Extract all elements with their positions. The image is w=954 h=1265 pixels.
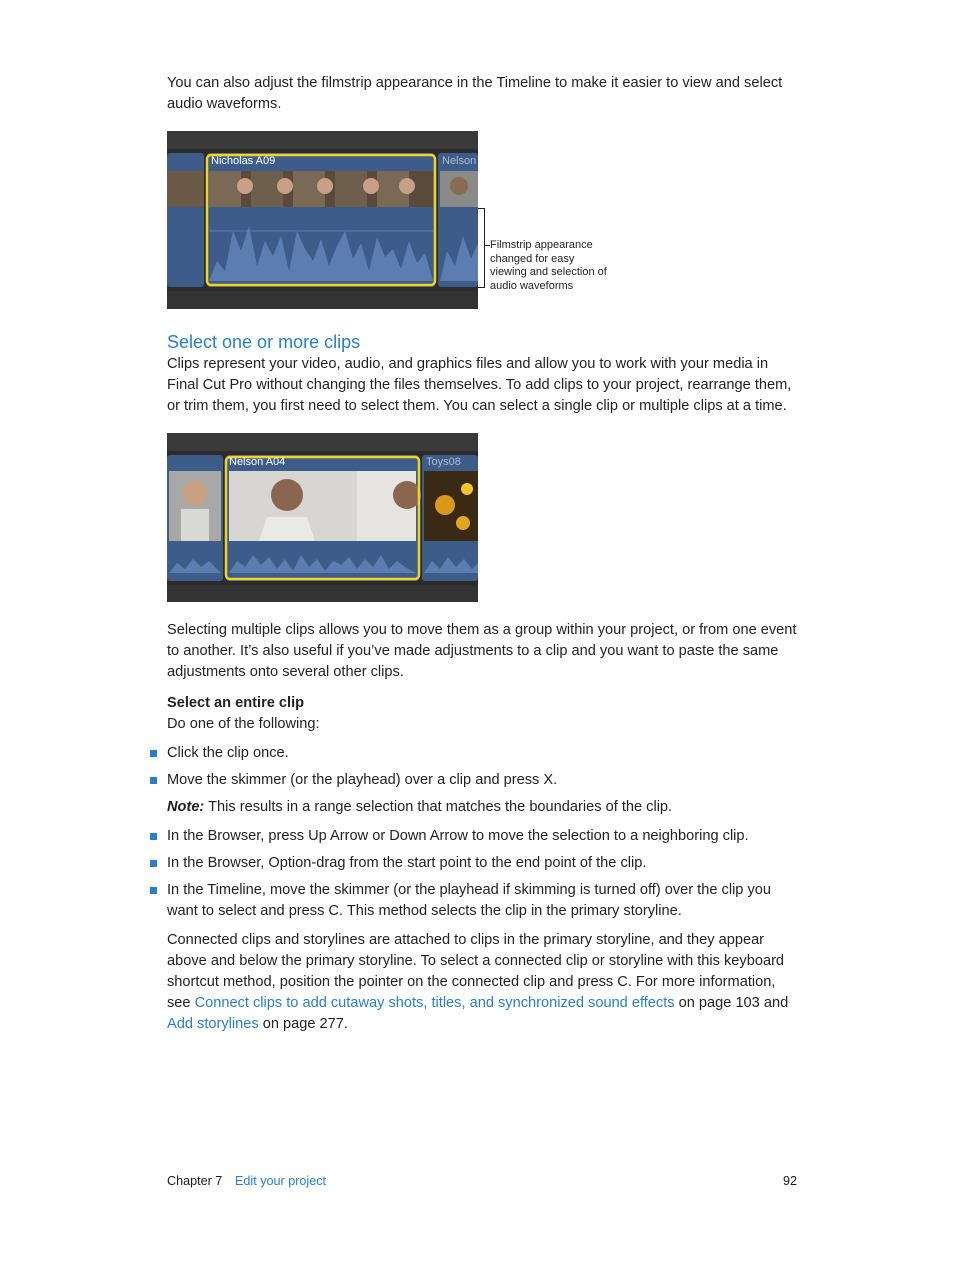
- bullet-item: In the Browser, press Up Arrow or Down Arrow to move the selection to a neighboring clip.: [167, 828, 749, 844]
- footer-chapter: Chapter 7: [167, 1174, 223, 1188]
- timeline-figure-selected-clip: [167, 433, 478, 602]
- bullet-marker: [150, 777, 157, 784]
- bullet-item: In the Timeline, move the skimmer (or the playhead if skimming is turned off) over the clip you want to select and press C. This method selects the clip in the primary storyline.: [167, 882, 772, 919]
- section-paragraph: Clips represent your video, audio, and graphics files and allow you to work with your media in Final Cut Pro without changing the files themselves. To add clips to your project, rearrange them, or trim them, you first need to select them. You can select a single clip or multiple clips at a time.: [167, 356, 792, 414]
- note-label: Note:: [167, 799, 205, 815]
- bullet-marker: [150, 860, 157, 867]
- intro-paragraph: You can also adjust the filmstrip appearance in the Timeline to make it easier to view and select audio waveforms.: [167, 75, 783, 112]
- next-clip-label: Nelson: [442, 155, 477, 167]
- add-storylines-link[interactable]: Add storylines: [167, 1016, 259, 1032]
- callout-bracket: [478, 208, 485, 288]
- connected-text-before: Connected clips and storylines are attached to clips in the primary storyline, and they appear above and below the primary storyline. To select a connected clip or storyline with this keyboard shortcut method, position the pointer on the connected clip and press C. For more information, see: [167, 932, 785, 1011]
- connected-text-middle: on page 103 and: [674, 995, 789, 1011]
- bullet-marker: [150, 833, 157, 840]
- bullet-marker: [150, 750, 157, 757]
- connected-text-after: on page 277.: [258, 1016, 348, 1032]
- task-heading: Select an entire clip: [167, 695, 305, 711]
- bullet-item: Move the skimmer (or the playhead) over a clip and press X.: [167, 772, 558, 788]
- bullet-marker: [150, 887, 157, 894]
- filmstrip-callout: Filmstrip appearance changed for easy viewing and selection of audio waveforms: [490, 239, 607, 292]
- note-text: This results in a range selection that matches the boundaries of the clip.: [208, 799, 673, 815]
- page-number: 92: [783, 1174, 798, 1188]
- bullet-item: Click the clip once.: [167, 745, 289, 761]
- footer-chapter-link[interactable]: Edit your project: [235, 1174, 326, 1188]
- note: [167, 797, 799, 818]
- selected-clip-label: Nicholas A09: [211, 155, 276, 167]
- bullet-item: In the Browser, Option-drag from the start point to the end point of the clip.: [167, 855, 647, 871]
- connect-clips-link[interactable]: Connect clips to add cutaway shots, titles, and synchronized sound effects: [194, 995, 675, 1011]
- connected-clips-paragraph: [167, 930, 799, 1035]
- section-heading: Select one or more clips: [167, 332, 361, 352]
- timeline-figure-filmstrip: [167, 131, 478, 309]
- selected-clip-label: Nelson A04: [229, 456, 286, 468]
- task-intro: Do one of the following:: [167, 716, 320, 732]
- next-clip-label: Toys08: [426, 456, 461, 468]
- multi-select-paragraph: Selecting multiple clips allows you to move them as a group within your project, or from one event to another. It’s also useful if you’ve made adjustments to a clip and you want to paste the same adjustments onto several other clips.: [167, 622, 797, 680]
